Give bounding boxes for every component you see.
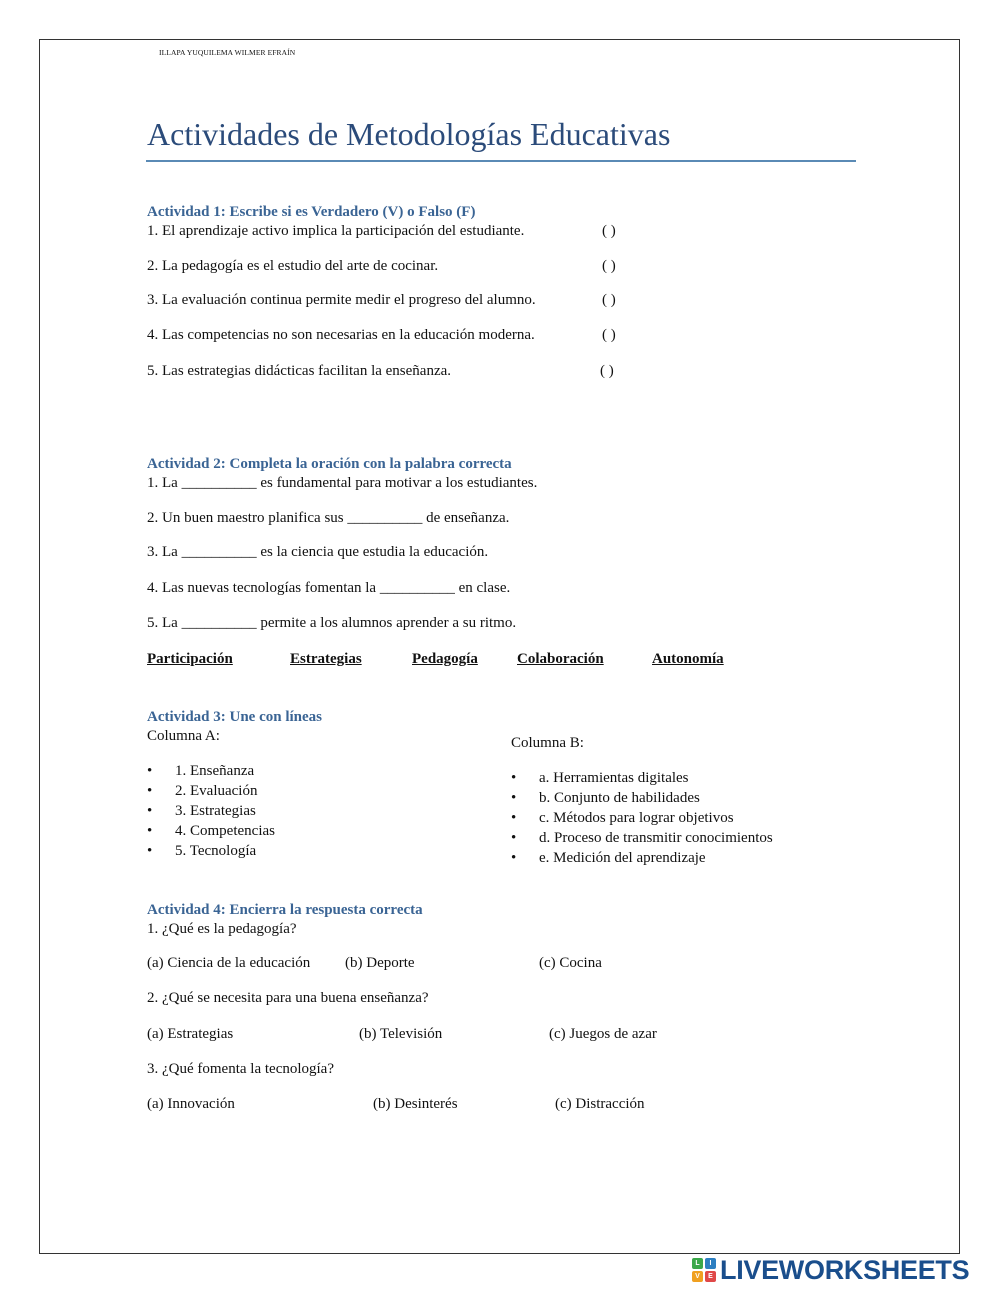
author-name: ILLAPA YUQUILEMA WILMER EFRAÍN [159, 48, 296, 57]
word-bank-autonomia[interactable]: Autonomía [652, 651, 724, 667]
tf-answer-box[interactable]: ( ) [602, 258, 616, 274]
answer-option[interactable]: (c) Distracción [555, 1096, 645, 1112]
tf-statement: 2. La pedagogía es el estudio del arte de cocinar. [147, 258, 439, 274]
column-b-item[interactable]: • a. Herramientas digitales [511, 770, 689, 786]
column-a-label: Columna A: [147, 728, 220, 744]
column-b-item[interactable]: • d. Proceso de transmitir conocimientos [511, 830, 773, 846]
answer-option[interactable]: (c) Juegos de azar [549, 1026, 657, 1042]
column-a-item[interactable]: • 4. Competencias [147, 823, 275, 839]
column-a-item[interactable]: • 1. Enseñanza [147, 763, 255, 779]
answer-option[interactable]: (a) Ciencia de la educación [147, 955, 311, 971]
answer-option[interactable]: (b) Deporte [345, 955, 415, 971]
title-underline [146, 160, 856, 162]
page-title: Actividades de Metodologías Educativas [147, 116, 671, 152]
column-a-item[interactable]: • 5. Tecnología [147, 843, 257, 859]
activity3-heading: Actividad 3: Une con líneas [147, 709, 323, 725]
answer-option[interactable]: (b) Desinterés [373, 1096, 458, 1112]
tf-answer-box[interactable]: ( ) [600, 363, 614, 379]
tf-statement: 3. La evaluación continua permite medir el progreso del alumno. [147, 292, 536, 308]
question-text: 1. ¿Qué es la pedagogía? [147, 921, 297, 937]
column-b-item[interactable]: • b. Conjunto de habilidades [511, 790, 700, 806]
word-bank-colaboracion[interactable]: Colaboración [517, 651, 604, 667]
column-b-label: Columna B: [511, 735, 584, 751]
question-text: 3. ¿Qué fomenta la tecnología? [147, 1061, 335, 1077]
answer-option[interactable]: (a) Innovación [147, 1096, 235, 1112]
activity4-heading: Actividad 4: Encierra la respuesta correcta [147, 902, 423, 918]
column-b-item[interactable]: • c. Métodos para lograr objetivos [511, 810, 734, 826]
question-text: 2. ¿Qué se necesita para una buena enseñanza? [147, 990, 429, 1006]
logo-text: LIVEWORKSHEETS [720, 1254, 970, 1285]
tf-answer-box[interactable]: ( ) [602, 327, 616, 343]
fill-blank-sentence[interactable]: 3. La __________ es la ciencia que estudia la educación. [147, 544, 489, 560]
tf-statement: 4. Las competencias no son necesarias en la educación moderna. [147, 327, 535, 343]
tf-statement: 5. Las estrategias didácticas facilitan la enseñanza. [147, 363, 452, 379]
answer-option[interactable]: (b) Televisión [359, 1026, 443, 1042]
word-bank-pedagogia[interactable]: Pedagogía [412, 651, 478, 667]
fill-blank-sentence[interactable]: 4. Las nuevas tecnologías fomentan la __________ en clase. [147, 580, 511, 596]
liveworksheets-logo [692, 1256, 969, 1284]
column-a-item[interactable]: • 3. Estrategias [147, 803, 256, 819]
fill-blank-sentence[interactable]: 5. La __________ permite a los alumnos aprender a su ritmo. [147, 615, 517, 631]
column-a-item[interactable]: • 2. Evaluación [147, 783, 258, 799]
tf-statement: 1. El aprendizaje activo implica la participación del estudiante. [147, 223, 525, 239]
fill-blank-sentence[interactable]: 2. Un buen maestro planifica sus __________ de enseñanza. [147, 510, 510, 526]
word-bank-participacion[interactable]: Participación [147, 651, 233, 667]
column-b-item[interactable]: • e. Medición del aprendizaje [511, 850, 706, 866]
tf-answer-box[interactable]: ( ) [602, 292, 616, 308]
word-bank-estrategias[interactable]: Estrategias [290, 651, 362, 667]
answer-option[interactable]: (c) Cocina [539, 955, 602, 971]
logo-grid-icon: L I V E [692, 1258, 716, 1282]
activity2-heading: Actividad 2: Completa la oración con la palabra correcta [147, 456, 512, 472]
fill-blank-sentence[interactable]: 1. La __________ es fundamental para motivar a los estudiantes. [147, 475, 538, 491]
activity1-heading: Actividad 1: Escribe si es Verdadero (V) o Falso (F) [147, 204, 476, 220]
answer-option[interactable]: (a) Estrategias [147, 1026, 234, 1042]
tf-answer-box[interactable]: ( ) [602, 223, 616, 239]
